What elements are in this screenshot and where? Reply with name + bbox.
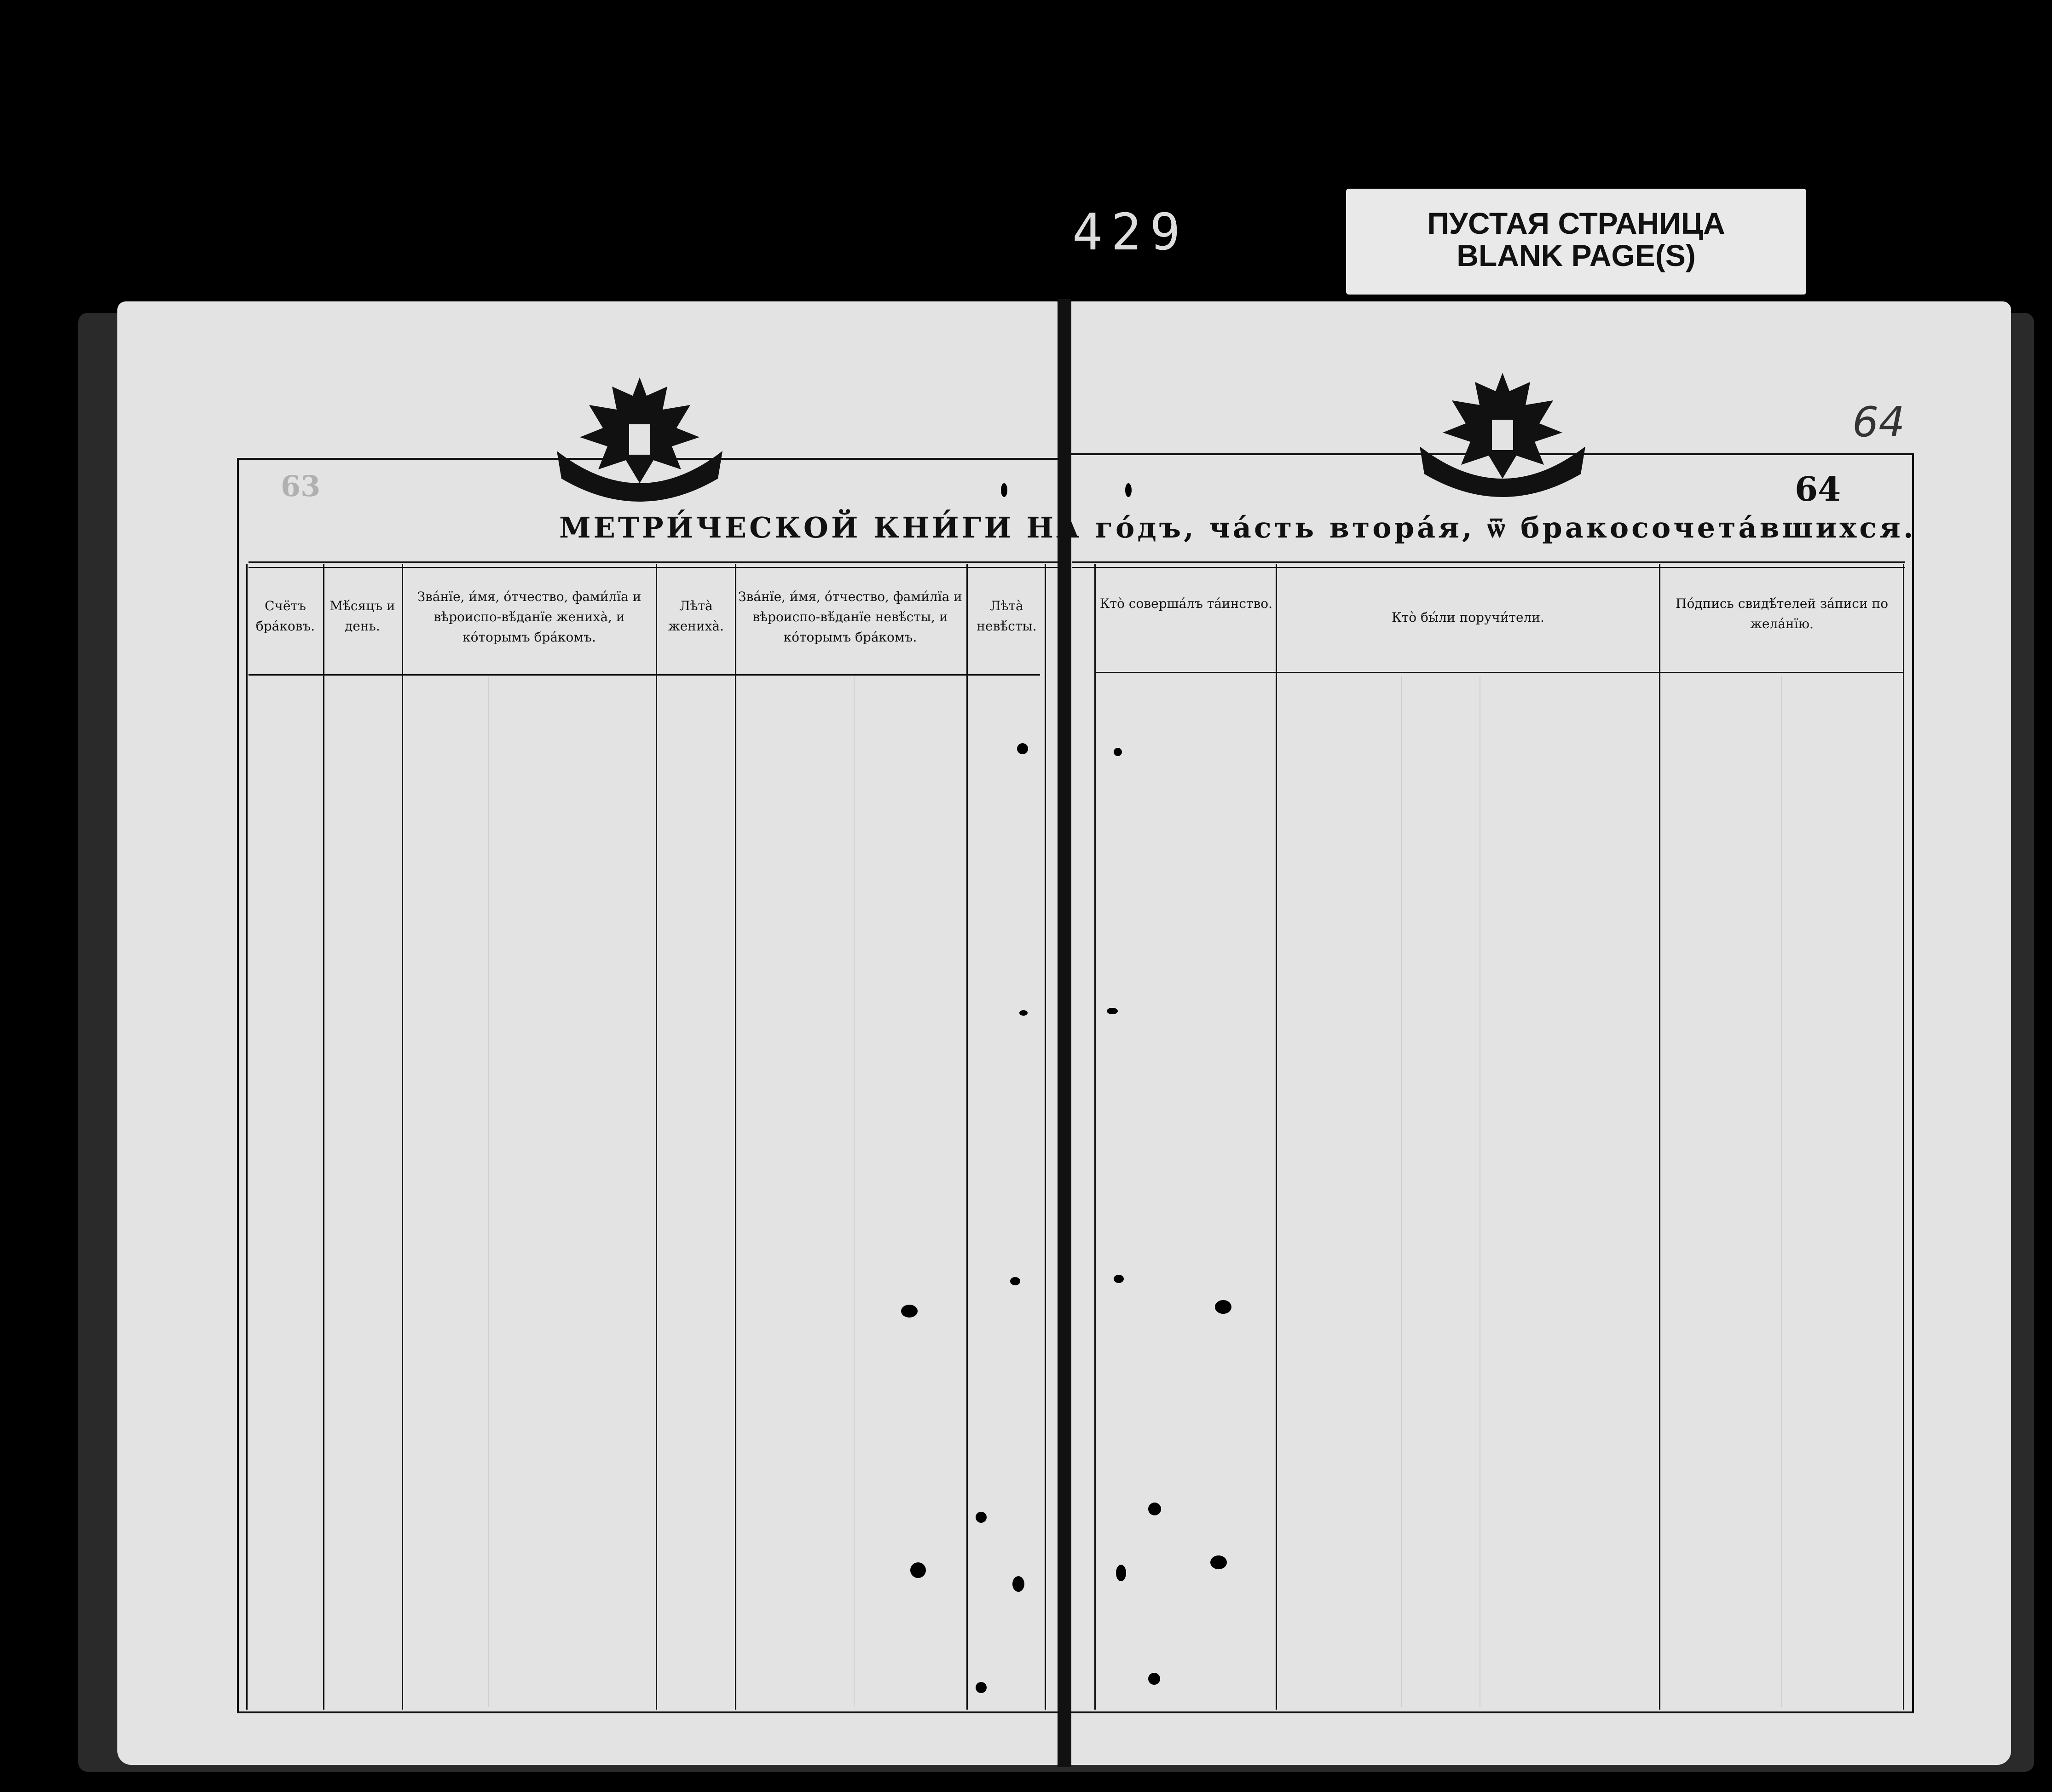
binding-hole bbox=[1148, 1673, 1160, 1685]
binding-hole bbox=[1019, 1010, 1028, 1016]
col-header-bride-details: Зва́нїе, и́мя, о́тчество, фами́лїа и вѣроиспо-вѣ́данїе невѣ́сты, и ко́торымъ бра́комъ. bbox=[738, 589, 962, 645]
right-table-frame bbox=[1070, 453, 1914, 1713]
right-page-number: 64 bbox=[1795, 469, 1841, 509]
col-header-groom-age: Лѣта̀ жениха̀. bbox=[668, 598, 724, 634]
faint-ruling-line bbox=[854, 676, 855, 1707]
binding-hole bbox=[1010, 1277, 1020, 1285]
faint-ruling-line bbox=[1781, 676, 1782, 1707]
binding-hole bbox=[1017, 743, 1028, 754]
blank-label-russian: ПУСТАЯ СТРАНИЦА bbox=[1427, 206, 1725, 240]
right-header-bottom-rule bbox=[1095, 672, 1903, 673]
binding-hole bbox=[1116, 1565, 1126, 1581]
col-header-officiant: Кто̀ соверша́лъ та́инство. bbox=[1099, 596, 1273, 611]
col-header-groom-details: Зва́нїе, и́мя, о́тчество, фами́лїа и вѣроиспо-вѣ́данїе жениха̀, и ко́торымъ бра́комъ. bbox=[417, 589, 642, 645]
col-header-bride-age: Лѣта̀ невѣ́сты. bbox=[977, 598, 1037, 634]
right-page-title: го́дъ, ча́сть втора́я, ѿ бракосочета́вшихся. bbox=[1095, 511, 1916, 544]
left-faint-page-number: 63 bbox=[281, 469, 321, 503]
binding-hole bbox=[1125, 483, 1132, 497]
left-page-title: МЕТРИ́ЧЕСКОЙ КНИ́ГИ НА bbox=[559, 511, 1082, 544]
left-header-top-rule-thin bbox=[249, 567, 1058, 568]
right-header-top-rule bbox=[1072, 561, 1905, 563]
left-col-line-0 bbox=[246, 564, 248, 1710]
binding-hole bbox=[1114, 748, 1122, 756]
binding-hole bbox=[1148, 1503, 1161, 1515]
left-col-line-1 bbox=[323, 564, 324, 1710]
binding-hole bbox=[1114, 1275, 1124, 1283]
binding-hole bbox=[976, 1512, 987, 1523]
right-col-line-2 bbox=[1659, 564, 1660, 1710]
right-col-line-3 bbox=[1903, 564, 1904, 1710]
col-header-guarantors: Кто̀ бы́ли поручи́тели. bbox=[1392, 610, 1544, 625]
left-header-top-rule bbox=[249, 561, 1058, 563]
blank-page-label bbox=[1346, 189, 1806, 295]
binding-hole bbox=[976, 1682, 987, 1693]
left-col-line-5 bbox=[966, 564, 968, 1710]
col-header-marriage-count: Счётъ бра́ковъ. bbox=[255, 598, 315, 634]
left-col-line-2 bbox=[402, 564, 403, 1710]
left-header-bottom-rule bbox=[249, 674, 1040, 676]
faint-ruling-line bbox=[488, 676, 489, 1707]
binding-hole bbox=[1012, 1576, 1024, 1592]
right-header-top-rule-thin bbox=[1072, 567, 1905, 568]
col-header-month-day: Мѣ́сяцъ и день. bbox=[329, 598, 395, 634]
right-col-line-1 bbox=[1276, 564, 1277, 1710]
binding-hole bbox=[901, 1305, 918, 1318]
archive-stamp-number: 429 bbox=[1072, 202, 1189, 261]
binding-hole bbox=[1107, 1008, 1118, 1014]
right-col-line-0 bbox=[1094, 564, 1096, 1710]
faint-ruling-line bbox=[1401, 676, 1402, 1707]
left-col-line-3 bbox=[656, 564, 657, 1710]
binding-hole bbox=[1210, 1555, 1227, 1569]
left-col-line-6 bbox=[1045, 564, 1046, 1710]
pencil-folio-number: 64 bbox=[1852, 398, 1905, 446]
blank-label-english: BLANK PAGE(S) bbox=[1457, 238, 1696, 272]
col-header-witness-signature: По́дпись свидѣ́телей за́писи по жела́нїю. bbox=[1676, 596, 1888, 631]
left-col-line-4 bbox=[735, 564, 736, 1710]
binding-hole bbox=[1215, 1300, 1231, 1314]
binding-hole bbox=[1001, 483, 1007, 497]
binding-hole bbox=[910, 1562, 926, 1578]
